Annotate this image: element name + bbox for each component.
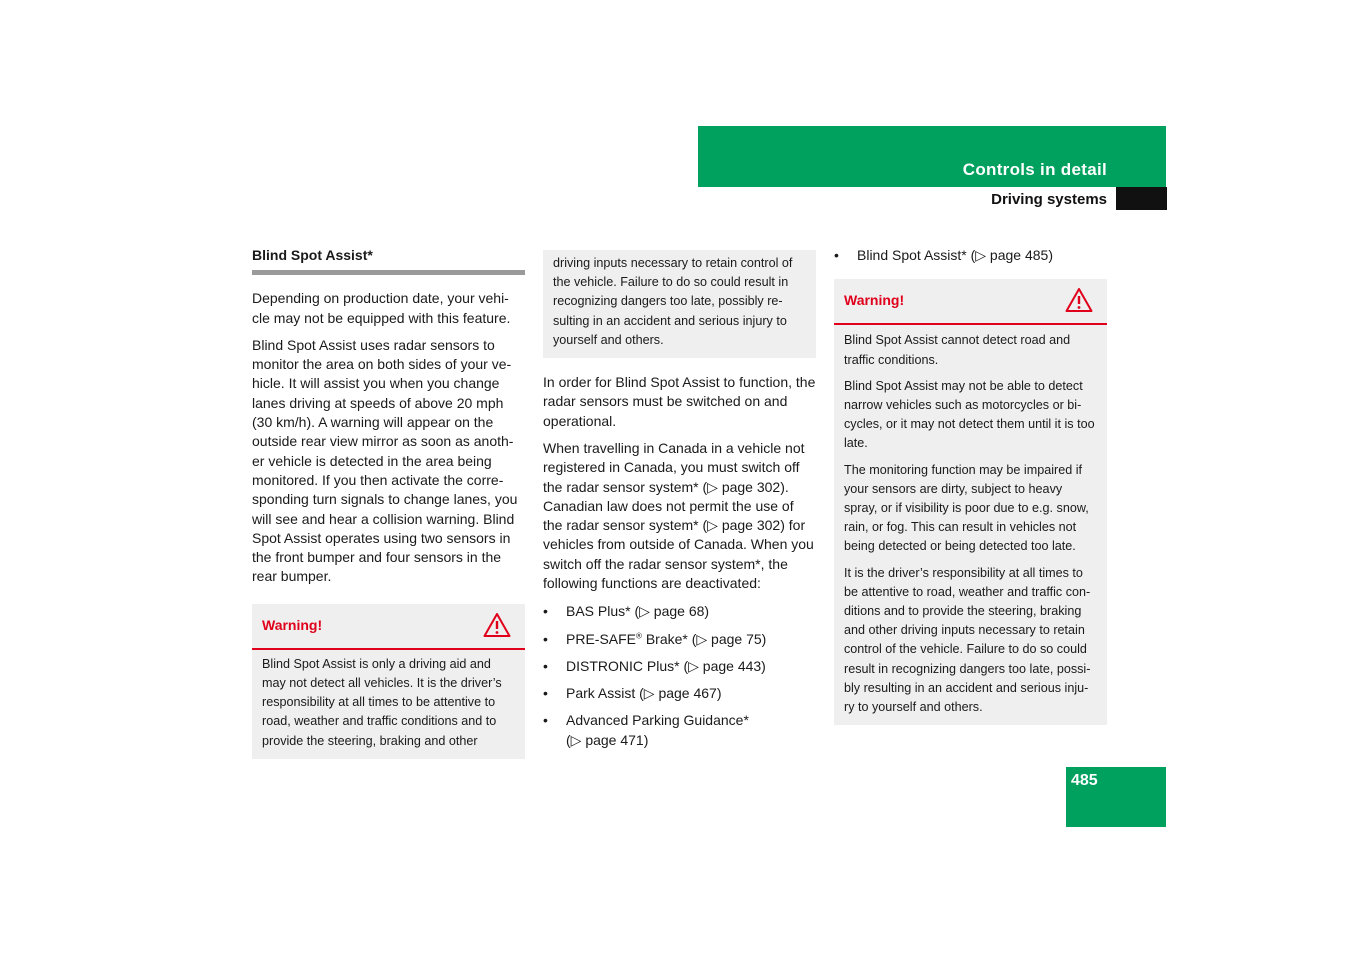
warning-continued: driving inputs necessary to retain control of the vehicle. Failure to do so could result in recognizing dangers too late, possibly re-sulting in an accident and serious injury to yourself and others. xyxy=(543,250,816,358)
section-heading: Blind Spot Assist* xyxy=(252,246,525,275)
chapter-title: Controls in detail xyxy=(962,160,1107,179)
registered-mark: ® xyxy=(636,630,642,640)
paragraph: Depending on production date, your vehi-cle may not be equipped with this feature. xyxy=(252,290,511,326)
section-title: Driving systems xyxy=(991,191,1107,208)
warning-text: Blind Spot Assist is only a driving aid and may not detect all vehicles. It is the driver’s responsibility at all times to be attentive to road, weather and traffic conditions and to provide the steering, braking and other xyxy=(262,656,502,748)
paragraph: Blind Spot Assist uses radar sensors to monitor the area on both sides of your ve-hicle. It will assist you when you change lanes driving at speeds of above 20 mph (30 km/h). A warning will appear on the outside rear view mirror as soon as anoth-er vehicle is detected in the area being monitored. If you then activate the corre-sponding turn signals to change lanes, you will see and hear a collision warning. Blind Spot Assist operates using two sensors in the front bumper and four sensors in the rear bumper. xyxy=(252,336,518,585)
warning-paragraph: Blind Spot Assist may not be able to detect narrow vehicles such as motorcycles or bi-cycles, or it may not detect them until it is too late. xyxy=(844,378,1095,451)
list-item: • DISTRONIC Plus* (▷ page 443) xyxy=(543,657,816,676)
warning-header xyxy=(834,279,1107,325)
column-1 xyxy=(252,246,525,759)
warning-triangle-icon xyxy=(483,612,511,643)
list-item: • Blind Spot Assist* (▷ page 485) xyxy=(834,246,1107,265)
paragraph: When travelling in Canada in a vehicle not registered in Canada, you must switch off the radar sensor system* (▷ page 302). Canadian law does not permit the use of the radar sensor system* (▷ page 302) for vehicles from outside of Canada. When you switch off the radar sensor system*, the following functions are deactivated: xyxy=(543,439,814,591)
list-item xyxy=(543,630,816,649)
warning-paragraph: Blind Spot Assist cannot detect road and traffic conditions. xyxy=(844,333,1071,367)
list-item: • BAS Plus* (▷ page 68) xyxy=(543,602,816,621)
presafe-label: PRE-SAFE xyxy=(566,630,637,647)
column-2 xyxy=(543,250,816,758)
warning-box xyxy=(252,604,525,759)
presafe-rest: Brake* (▷ page 75) xyxy=(645,630,767,647)
list-item: • Park Assist (▷ page 467) xyxy=(543,684,816,703)
column-3 xyxy=(834,246,1107,725)
warning-paragraph: It is the driver’s responsibility at all times to be attentive to road, weather and traffic con-ditions and to provide the steering, braking and other driving inputs necessary to retain control of the vehicle. Failure to do so could result in recognizing dangers too late, possi-bly resulting in an accident and serious inju-ry to yourself and others. xyxy=(844,565,1091,714)
warning-header xyxy=(252,604,525,650)
deactivated-functions-list xyxy=(543,602,816,750)
list-item: • Advanced Parking Guidance* (▷ page 471) xyxy=(543,711,766,750)
warning-triangle-icon xyxy=(1065,287,1093,318)
warning-label: Warning! xyxy=(262,616,323,633)
paragraph: In order for Blind Spot Assist to function, the radar sensors must be switched on and operational. xyxy=(543,374,816,429)
warning-label: Warning! xyxy=(844,292,905,309)
warning-paragraph: The monitoring function may be impaired if your sensors are dirty, subject to heavy spray, or if visibility is poor due to e.g. snow, rain, or fog. This can result in vehicles not being detected or being detected too late. xyxy=(844,462,1089,554)
bullet-list xyxy=(834,246,1107,265)
section-marker xyxy=(1116,187,1167,210)
warning-box xyxy=(834,279,1107,725)
page-number: 485 xyxy=(1071,772,1098,789)
